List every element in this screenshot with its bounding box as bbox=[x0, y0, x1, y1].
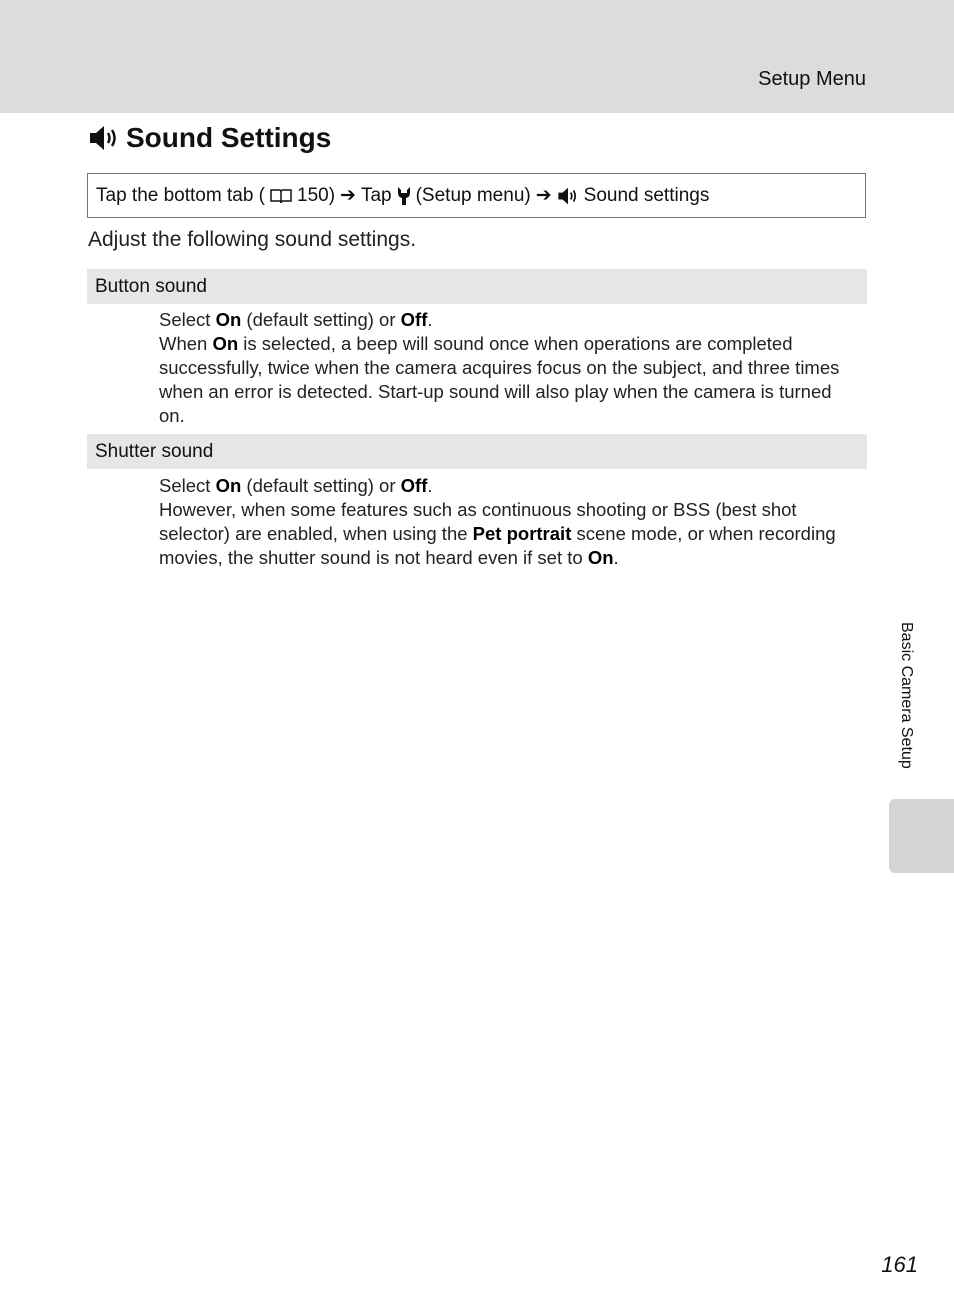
arrow-icon: ➔ bbox=[340, 185, 356, 206]
header-title: Setup Menu bbox=[758, 68, 866, 90]
side-chapter-label: Basic Camera Setup bbox=[898, 622, 915, 769]
nav-step-2: Tap bbox=[360, 184, 392, 206]
section-body-button-sound: Select On (default setting) or Off. When On is selected, a beep will sound once when operations are completed successfully, twice when the camera acquires focus on the subject, and three times when an error is detected. Start-up sound will also play when the camera is turned on. bbox=[159, 309, 840, 426]
chapter-tab bbox=[889, 799, 954, 873]
nav-step-3: (Setup menu) bbox=[415, 184, 531, 206]
page-ref: 150) bbox=[297, 184, 336, 206]
section-header-button-sound: Button sound bbox=[87, 269, 867, 304]
intro-text: Adjust the following sound settings. bbox=[88, 228, 417, 251]
nav-step-4: Sound settings bbox=[583, 184, 710, 206]
page-title bbox=[88, 122, 331, 154]
section-body-shutter-sound: Select On (default setting) or Off. However, when some features such as continuous shooting or BSS (best shot selector) are enabled, when using the Pet portrait scene mode, or when recording movies, the shutter sound is not heard even if set to On. bbox=[159, 475, 836, 568]
speaker-icon bbox=[557, 187, 579, 205]
navigation-path bbox=[87, 173, 866, 218]
speaker-icon bbox=[88, 125, 120, 151]
page-header bbox=[0, 0, 954, 113]
book-icon bbox=[270, 188, 292, 204]
section-header-shutter-sound: Shutter sound bbox=[87, 434, 867, 469]
page-number: 161 bbox=[881, 1252, 918, 1277]
nav-step-1: Tap the bottom tab ( bbox=[96, 184, 265, 206]
arrow-icon: ➔ bbox=[535, 185, 552, 206]
wrench-icon bbox=[397, 186, 411, 206]
page-title-text: Sound Settings bbox=[126, 122, 332, 153]
